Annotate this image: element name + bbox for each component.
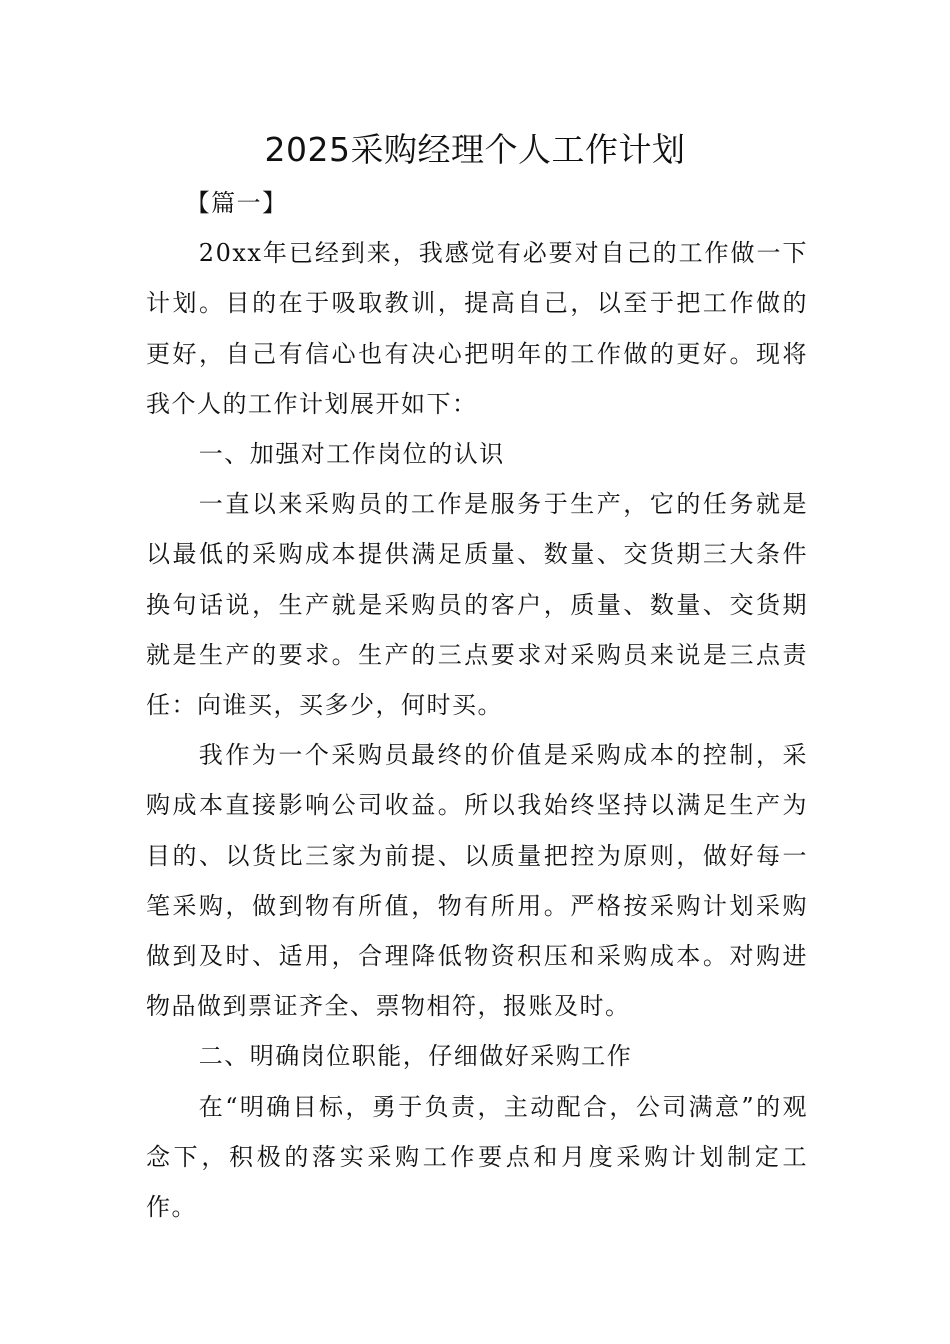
paragraph-intro: 20xx年已经到来，我感觉有必要对自己的工作做一下计划。目的在于吸取教训，提高自己，以至于把工作做的更好，自己有信心也有决心把明年的工作做的更好。现将我个人的工作计划展开如下： [146,239,808,418]
paragraph-role: 一直以来采购员的工作是服务于生产，它的任务就是以最低的采购成本提供满足质量、数量、交货期三大条件换句话说，生产就是采购员的客户，质量、数量、交货期就是生产的要求。生产的三点要求对采购员来说是三点责任：向谁买，买多少，何时买。 [146,490,808,720]
heading-section-1: 一、加强对工作岗位的认识 [198,440,505,469]
paragraph-cost-control: 我作为一个采购员最终的价值是采购成本的控制，采购成本直接影响公司收益。所以我始终坚持以满足生产为目的、以货比三家为前提、以质量把控为原则，做好每一笔采购，做到物有所值，物有所用。严格按采购计划采购做到及时、适用，合理降低物资积压和采购成本。对购进物品做到票证齐全、票物相符，报账及时。 [146,741,808,1021]
heading-section-2: 二、明确岗位职能，仔细做好采购工作 [198,1042,633,1071]
paragraph-goals: 在“明确目标，勇于负责，主动配合，公司满意”的观念下，积极的落实采购工作要点和月度采购计划制定工作。 [146,1092,808,1222]
document-title: 2025采购经理个人工作计划 [264,130,686,169]
document-body [146,178,808,1232]
section-label: 【篇一】 [185,189,288,217]
